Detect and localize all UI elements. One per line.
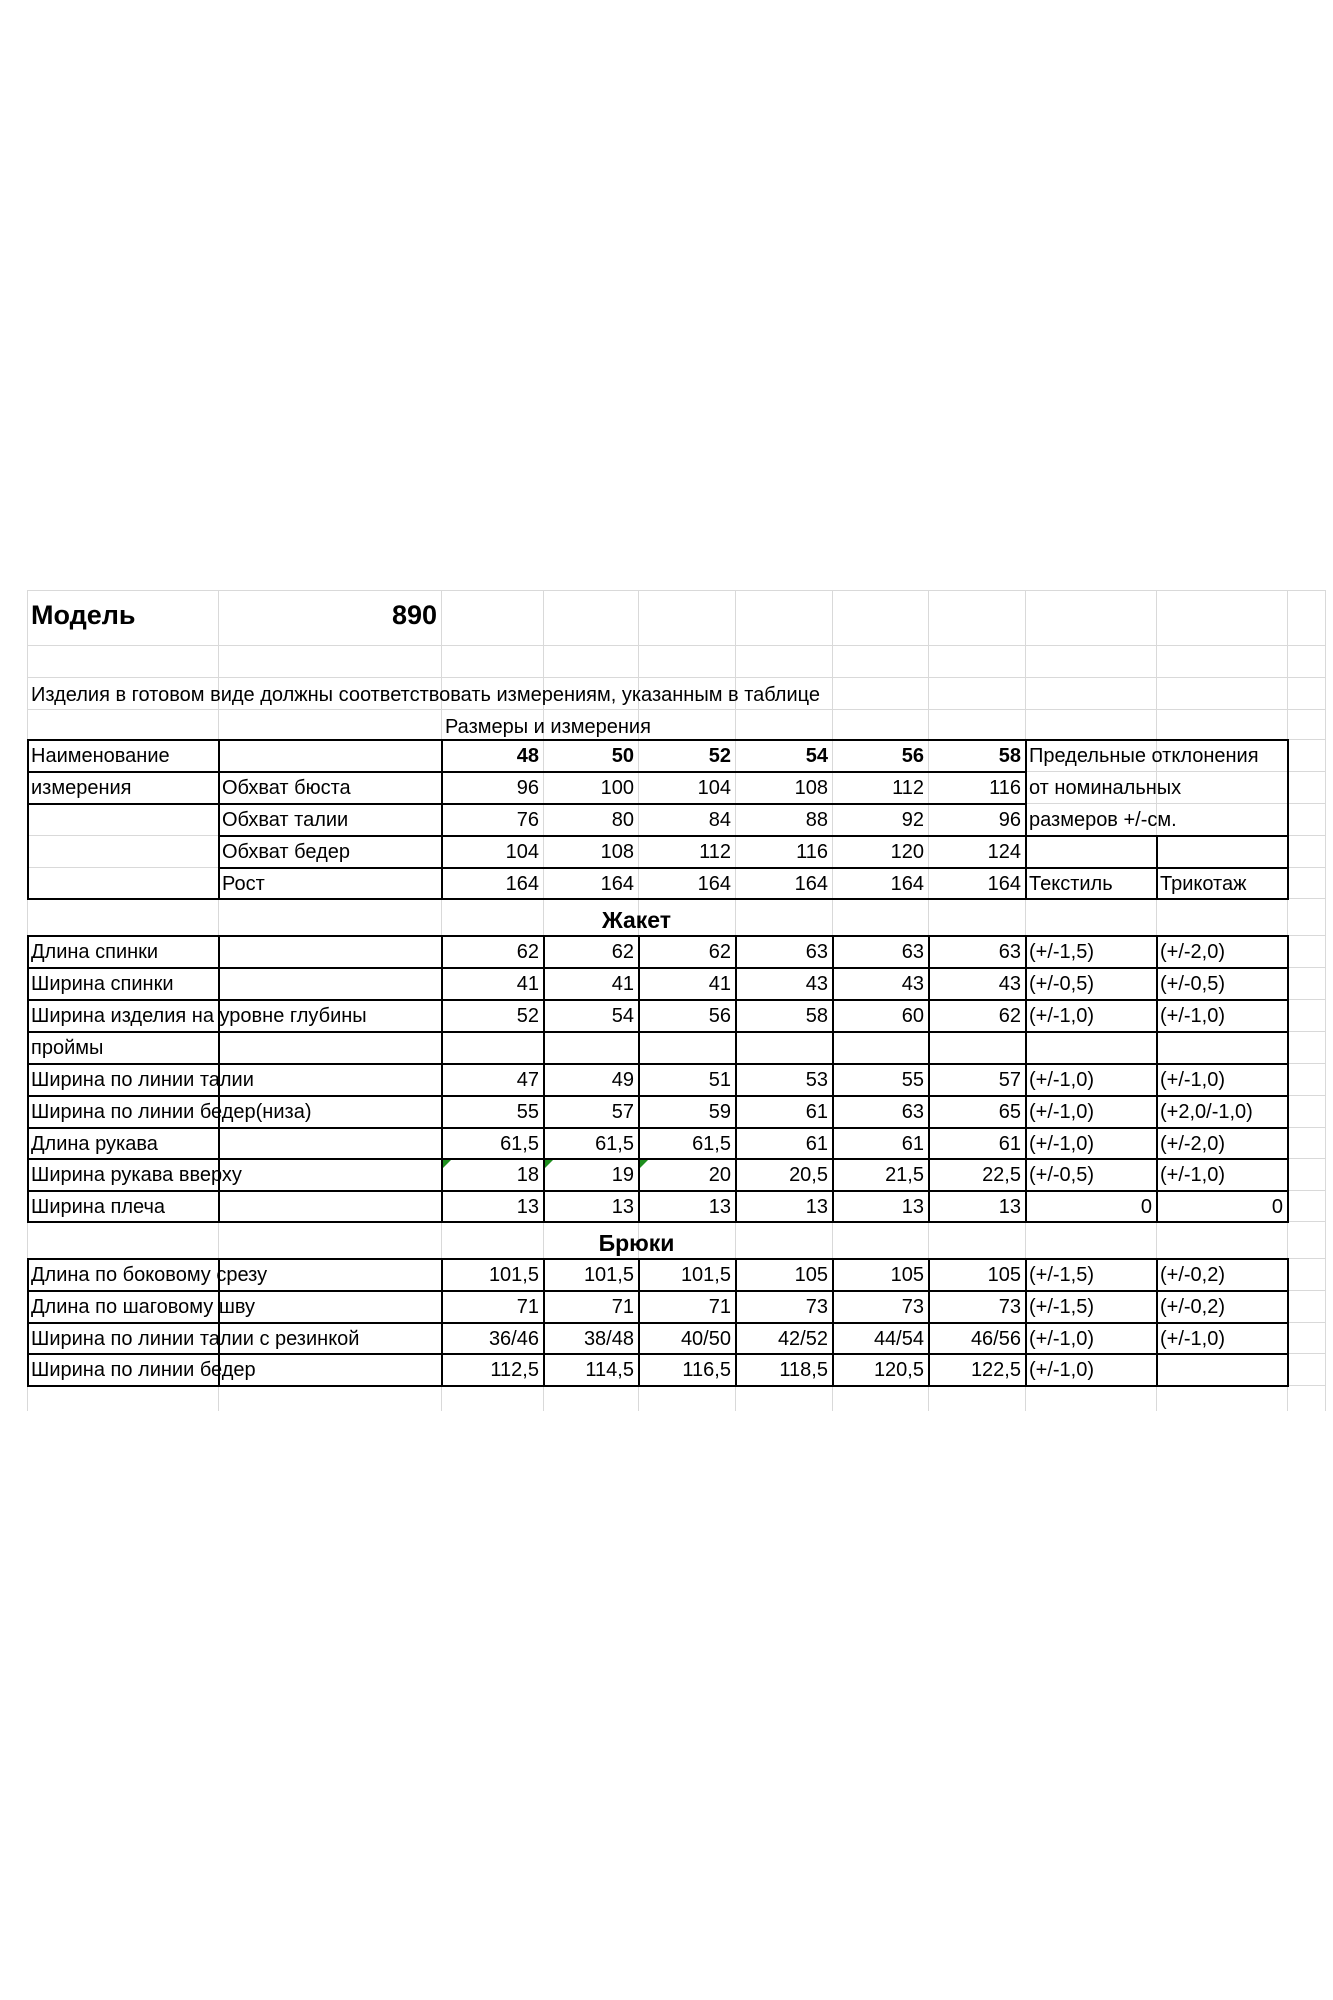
model-number: 890 — [391, 600, 437, 630]
figure-value: 164 — [600, 873, 634, 895]
figure-value: 120 — [890, 841, 924, 863]
figure-value: 116 — [796, 841, 828, 863]
jacket-tolerance-knit: (+/-1,0) — [1160, 1164, 1226, 1186]
trousers-tolerance-textile: (+/-1,0) — [1029, 1328, 1095, 1350]
table-border — [27, 1127, 1287, 1129]
jacket-value: 61,5 — [500, 1133, 539, 1155]
trousers-value: 73 — [998, 1296, 1021, 1318]
jacket-value: 60 — [901, 1005, 924, 1027]
jacket-value: 13 — [708, 1196, 731, 1218]
table-border — [27, 1290, 1287, 1292]
trousers-tolerance-knit: (+/-1,0) — [1160, 1328, 1226, 1350]
trousers-value: 118,5 — [779, 1359, 828, 1381]
size-50: 50 — [611, 745, 634, 767]
jacket-value: 20,5 — [789, 1164, 828, 1186]
model-label: Модель — [31, 600, 136, 630]
header-name-line1: Наименование — [31, 745, 170, 767]
trousers-tolerance-knit: (+/-0,2) — [1160, 1296, 1226, 1318]
table-border — [27, 1258, 1287, 1260]
jacket-tolerance-textile — [1029, 1038, 1152, 1060]
trousers-value: 38/48 — [583, 1328, 634, 1350]
header-knit: Трикотаж — [1160, 873, 1247, 895]
figure-value: 100 — [600, 777, 634, 799]
jacket-tolerance-knit: (+/-0,5) — [1160, 973, 1226, 995]
size-52: 52 — [708, 745, 731, 767]
header-textile: Текстиль — [1029, 873, 1113, 895]
figure-value: 88 — [805, 809, 828, 831]
jacket-value: 63 — [805, 941, 828, 963]
jacket-tolerance-textile: (+/-0,5) — [1029, 973, 1095, 995]
grid-line — [27, 677, 1325, 678]
jacket-value: 53 — [805, 1069, 828, 1091]
figure-row-label: Обхват бедер — [222, 841, 350, 863]
figure-value: 164 — [505, 873, 539, 895]
jacket-value: 41 — [516, 973, 539, 995]
jacket-value: 47 — [516, 1069, 539, 1091]
trousers-row-label: Длина по боковому срезу — [31, 1264, 268, 1286]
jacket-tolerance-textile: (+/-1,5) — [1029, 941, 1095, 963]
jacket-value: 51 — [708, 1069, 731, 1091]
figure-value: 96 — [516, 777, 539, 799]
size-56: 56 — [901, 745, 924, 767]
figure-value: 76 — [516, 809, 539, 831]
jacket-value: 63 — [901, 1101, 924, 1123]
trousers-value: 44/54 — [873, 1328, 924, 1350]
trousers-value: 116,5 — [682, 1359, 731, 1381]
jacket-value: 63 — [901, 941, 924, 963]
figure-value: 112 — [699, 841, 731, 863]
jacket-value: 13 — [611, 1196, 634, 1218]
trousers-value: 112,5 — [490, 1359, 539, 1381]
table-border — [1156, 935, 1158, 1223]
trousers-tolerance-textile: (+/-1,5) — [1029, 1264, 1095, 1286]
grid-line — [27, 590, 1325, 591]
trousers-value: 73 — [805, 1296, 828, 1318]
jacket-tolerance-knit: (+/-1,0) — [1160, 1069, 1226, 1091]
trousers-row-label: Ширина по линии бедер — [31, 1359, 256, 1381]
deviation-line2: от номинальных — [1029, 777, 1182, 799]
figure-value: 96 — [998, 809, 1021, 831]
jacket-tolerance-knit: 0 — [1271, 1196, 1283, 1218]
trousers-row-label: Длина по шаговому шву — [31, 1296, 256, 1318]
jacket-tolerance-knit: (+/-2,0) — [1160, 1133, 1226, 1155]
table-border — [27, 935, 29, 1223]
jacket-value: 61 — [998, 1133, 1021, 1155]
jacket-value: 57 — [611, 1101, 634, 1123]
grid-line — [1325, 590, 1326, 1411]
table-border — [1025, 739, 1027, 900]
figure-value: 104 — [505, 841, 539, 863]
trousers-value: 105 — [987, 1264, 1021, 1286]
jacket-value: 61,5 — [595, 1133, 634, 1155]
table-border — [218, 867, 1025, 869]
jacket-value: 13 — [998, 1196, 1021, 1218]
sizes-subheader: Размеры и измерения — [445, 716, 651, 738]
trousers-value: 101,5 — [488, 1264, 539, 1286]
table-border — [1287, 739, 1289, 900]
trousers-value: 101,5 — [583, 1264, 634, 1286]
jacket-tolerance-knit: (+/-1,0) — [1160, 1005, 1226, 1027]
jacket-row-label: Длина рукава — [31, 1133, 158, 1155]
trousers-value: 71 — [516, 1296, 539, 1318]
jacket-tolerance-textile: (+/-1,0) — [1029, 1069, 1095, 1091]
cell-indicator-icon — [443, 1160, 451, 1168]
jacket-value: 56 — [708, 1005, 731, 1027]
table-border — [27, 898, 1287, 900]
jacket-value: 18 — [516, 1164, 539, 1186]
jacket-value: 43 — [901, 973, 924, 995]
table-border — [1025, 935, 1027, 1223]
jacket-value: 54 — [611, 1005, 634, 1027]
figure-value: 116 — [989, 777, 1021, 799]
jacket-tolerance-textile: 0 — [1140, 1196, 1152, 1218]
jacket-tolerance-textile: (+/-1,0) — [1029, 1005, 1095, 1027]
jacket-value: 62 — [708, 941, 731, 963]
jacket-value: 58 — [805, 1005, 828, 1027]
section-trousers: Брюки — [598, 1230, 675, 1256]
header-name-line2: измерения — [31, 777, 132, 799]
figure-value: 108 — [600, 841, 634, 863]
grid-line — [27, 645, 1325, 646]
trousers-tolerance-textile: (+/-1,5) — [1029, 1296, 1095, 1318]
table-border — [27, 1095, 1287, 1097]
figure-row-label: Обхват талии — [222, 809, 349, 831]
jacket-row-label: Длина спинки — [31, 941, 159, 963]
jacket-value: 43 — [805, 973, 828, 995]
figure-value: 80 — [611, 809, 634, 831]
figure-row-label: Обхват бюста — [222, 777, 351, 799]
size-54: 54 — [805, 745, 828, 767]
table-border — [1287, 935, 1289, 1223]
jacket-tolerance-textile: (+/-0,5) — [1029, 1164, 1095, 1186]
jacket-value: 19 — [611, 1164, 634, 1186]
jacket-value: 55 — [516, 1101, 539, 1123]
jacket-value: 61 — [805, 1101, 828, 1123]
trousers-tolerance-knit: (+/-0,2) — [1160, 1264, 1226, 1286]
table-border — [27, 1190, 1287, 1192]
table-border — [27, 935, 1287, 937]
cell-indicator-icon — [640, 1160, 648, 1168]
figure-value: 124 — [987, 841, 1021, 863]
trousers-value: 122,5 — [970, 1359, 1021, 1381]
jacket-row-label: проймы — [31, 1037, 104, 1059]
jacket-value: 63 — [998, 941, 1021, 963]
trousers-value: 71 — [611, 1296, 634, 1318]
jacket-value: 61,5 — [692, 1133, 731, 1155]
trousers-value: 105 — [890, 1264, 924, 1286]
jacket-value: 22,5 — [982, 1164, 1021, 1186]
jacket-row-label: Ширина рукава вверху — [31, 1164, 242, 1186]
jacket-value: 55 — [901, 1069, 924, 1091]
table-border — [1156, 1258, 1158, 1387]
jacket-value: 61 — [901, 1133, 924, 1155]
table-note: Изделия в готовом виде должны соответствовать измерениям, указанным в таблице — [31, 684, 821, 706]
table-border — [1156, 835, 1158, 898]
jacket-row-label: Ширина плеча — [31, 1196, 166, 1218]
jacket-value: 59 — [708, 1101, 731, 1123]
figure-value: 164 — [697, 873, 731, 895]
figure-value: 164 — [794, 873, 828, 895]
jacket-value: 13 — [805, 1196, 828, 1218]
jacket-value: 21,5 — [885, 1164, 924, 1186]
trousers-tolerance-textile: (+/-1,0) — [1029, 1359, 1095, 1381]
figure-value: 108 — [794, 777, 828, 799]
size-58: 58 — [998, 745, 1021, 767]
table-border — [27, 999, 1287, 1001]
table-border — [27, 1158, 1287, 1160]
trousers-value: 105 — [794, 1264, 828, 1286]
figure-value: 164 — [890, 873, 924, 895]
table-border — [1025, 1258, 1027, 1387]
trousers-value: 46/56 — [970, 1328, 1021, 1350]
table-border — [27, 1322, 1287, 1324]
deviation-line3: размеров +/-см. — [1029, 809, 1177, 831]
table-border — [27, 1258, 29, 1387]
table-border — [27, 739, 1287, 741]
jacket-row-label: Ширина спинки — [31, 973, 174, 995]
jacket-tolerance-knit: (+/-2,0) — [1160, 941, 1226, 963]
table-border — [27, 771, 218, 773]
jacket-value: 52 — [516, 1005, 539, 1027]
table-border — [218, 835, 1025, 837]
jacket-value: 61 — [805, 1133, 828, 1155]
deviation-line1: Предельные отклонения — [1029, 745, 1259, 767]
jacket-value: 43 — [998, 973, 1021, 995]
figure-row-label: Рост — [222, 873, 265, 895]
size-48: 48 — [516, 745, 539, 767]
table-border — [218, 739, 220, 900]
table-border — [27, 1063, 1287, 1065]
jacket-value: 20 — [708, 1164, 731, 1186]
jacket-value: 41 — [708, 973, 731, 995]
jacket-value: 62 — [516, 941, 539, 963]
table-border — [218, 803, 1025, 805]
table-border — [218, 771, 1025, 773]
jacket-row-label: Ширина по линии талии — [31, 1069, 254, 1091]
table-border — [27, 1031, 1287, 1033]
trousers-value: 40/50 — [680, 1328, 731, 1350]
trousers-value: 120,5 — [873, 1359, 924, 1381]
trousers-value: 114,5 — [585, 1359, 634, 1381]
trousers-value: 101,5 — [680, 1264, 731, 1286]
section-jacket: Жакет — [601, 907, 672, 933]
jacket-value: 41 — [611, 973, 634, 995]
jacket-tolerance-textile: (+/-1,0) — [1029, 1133, 1095, 1155]
table-border — [27, 1221, 1287, 1223]
table-border — [27, 803, 218, 805]
jacket-value: 62 — [611, 941, 634, 963]
trousers-value: 42/52 — [777, 1328, 828, 1350]
trousers-row-label: Ширина по линии талии с резинкой — [31, 1328, 360, 1350]
jacket-value: 13 — [901, 1196, 924, 1218]
jacket-value: 65 — [998, 1101, 1021, 1123]
trousers-value: 71 — [708, 1296, 731, 1318]
jacket-tolerance-knit — [1160, 1038, 1283, 1060]
figure-value: 112 — [892, 777, 924, 799]
trousers-tolerance-knit — [1160, 1360, 1283, 1382]
jacket-value: 62 — [998, 1005, 1021, 1027]
table-border — [27, 739, 29, 900]
table-border — [441, 739, 443, 900]
jacket-tolerance-knit: (+2,0/-1,0) — [1160, 1101, 1253, 1123]
table-border — [27, 967, 1287, 969]
table-border — [27, 1385, 1287, 1387]
jacket-row-label: Ширина изделия на уровне глубины — [31, 1005, 367, 1027]
figure-value: 84 — [708, 809, 731, 831]
trousers-value: 73 — [901, 1296, 924, 1318]
figure-value: 164 — [987, 873, 1021, 895]
jacket-value: 13 — [516, 1196, 539, 1218]
cell-indicator-icon — [545, 1160, 553, 1168]
table-border — [27, 1353, 1287, 1355]
jacket-row-label: Ширина по линии бедер(низа) — [31, 1101, 312, 1123]
jacket-tolerance-textile: (+/-1,0) — [1029, 1101, 1095, 1123]
jacket-value: 57 — [998, 1069, 1021, 1091]
table-border — [1287, 1258, 1289, 1387]
grid-line — [27, 709, 1325, 710]
figure-value: 92 — [901, 809, 924, 831]
trousers-value: 36/46 — [488, 1328, 539, 1350]
jacket-value: 49 — [611, 1069, 634, 1091]
figure-value: 104 — [697, 777, 731, 799]
